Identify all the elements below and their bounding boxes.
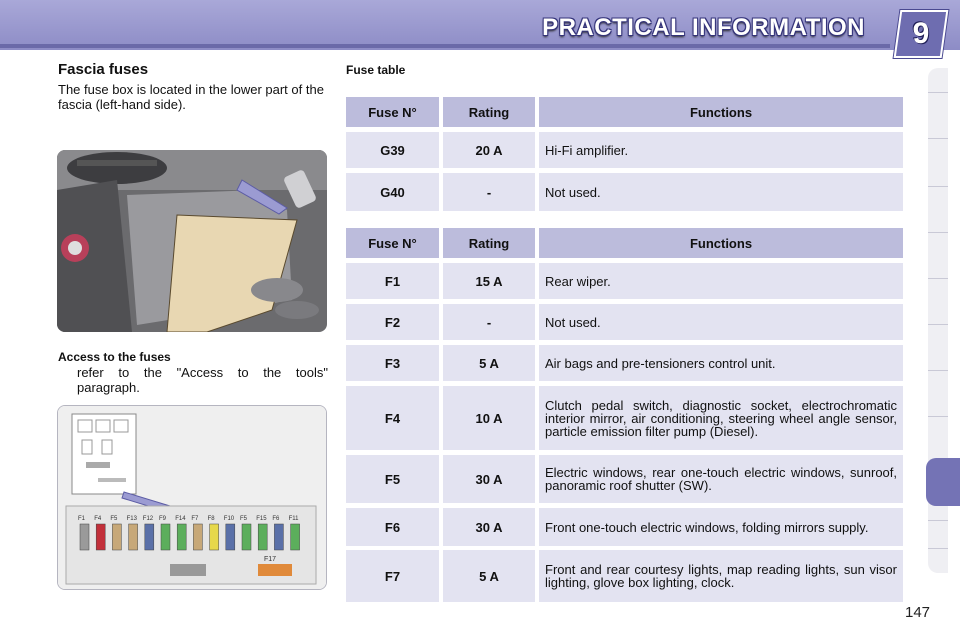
- fuse-label: F4: [94, 516, 102, 522]
- fuse-slot: [129, 524, 138, 550]
- table-header-cell: Rating: [443, 97, 535, 127]
- fuse-number-cell: F3: [346, 345, 439, 381]
- table-header-cell: Fuse N°: [346, 228, 439, 258]
- header-band: [0, 0, 960, 50]
- fuse-slot: [96, 524, 105, 550]
- fascia-photo: [57, 150, 327, 332]
- table-header-cell: Functions: [539, 97, 903, 127]
- tab-divider: [928, 186, 948, 187]
- fascia-photo-illustration: [57, 150, 327, 332]
- fuse-function-cell: Air bags and pre-tensioners control unit.: [539, 345, 903, 381]
- fuse-number-cell: G40: [346, 173, 439, 211]
- fuse-slot: [274, 524, 283, 550]
- table-header-cell: Functions: [539, 228, 903, 258]
- fuse-label: F10: [223, 516, 235, 522]
- fuse-label: F15: [256, 516, 267, 522]
- bullet-icon: [58, 365, 77, 395]
- tab-divider: [928, 138, 948, 139]
- fuse-function-cell: Rear wiper.: [539, 263, 903, 299]
- fuse-number-cell: G39: [346, 132, 439, 168]
- fuse-box-illustration: [58, 406, 326, 589]
- fuse-slot: [145, 524, 154, 550]
- fuse-number-cell: F7: [346, 550, 439, 602]
- fuse-function-cell: Front one-touch electric windows, folding mirrors supply.: [539, 508, 903, 546]
- fuse-number-cell: F1: [346, 263, 439, 299]
- fuse-function-cell: Not used.: [539, 173, 903, 211]
- fuse-slot: [258, 524, 267, 550]
- fuse-label: F8: [207, 516, 215, 522]
- fuse-label: F11: [288, 516, 299, 522]
- tab-divider: [928, 278, 948, 279]
- fuse-function-cell: Hi-Fi amplifier.: [539, 132, 903, 168]
- fuse-rating-cell: 15 A: [443, 263, 535, 299]
- fuse-rating-cell: 20 A: [443, 132, 535, 168]
- fuse-label: F1: [78, 516, 86, 522]
- fuse-slot: [80, 524, 89, 550]
- fuse-rating-cell: 30 A: [443, 508, 535, 546]
- access-instruction: [58, 365, 328, 395]
- tab-divider: [928, 548, 948, 549]
- chapter-number-badge: [894, 10, 949, 58]
- tab-divider: [928, 520, 948, 521]
- fuse-slot: [210, 524, 219, 550]
- fuse-rating-cell: 5 A: [443, 550, 535, 602]
- fuse-rating-cell: -: [443, 173, 535, 211]
- fuse-label: F9: [159, 516, 167, 522]
- fuse-number-cell: F5: [346, 455, 439, 503]
- fuse-label: F14: [175, 516, 186, 522]
- tab-divider: [928, 416, 948, 417]
- page-number: 147: [905, 604, 931, 621]
- fuse-slot: [193, 524, 202, 550]
- fuse-label: F12: [142, 516, 154, 522]
- fuse-label: F6: [272, 516, 280, 522]
- fuse-label: F13: [126, 516, 137, 522]
- fuse-label: F7: [191, 516, 199, 522]
- fuse-function-cell: Front and rear courtesy lights, map reading lights, sun visor lighting, glove box lighting, clock.: [539, 550, 903, 602]
- fuse-label: F5: [110, 516, 118, 522]
- fuse-function-cell: Electric windows, rear one-touch electric windows, sunroof, panoramic roof shutter (SW).: [539, 455, 903, 503]
- fuse-label-f17: F17: [264, 556, 277, 563]
- fuse-box-diagram: [57, 405, 327, 590]
- access-instruction-text: refer to the "Access to the tools" paragraph.: [77, 365, 328, 395]
- fuse-number-cell: F6: [346, 508, 439, 546]
- fuse-slot: [161, 524, 170, 550]
- fuse-label: F5: [240, 516, 248, 522]
- tab-divider: [928, 92, 948, 93]
- chapter-tab-active[interactable]: [926, 458, 960, 506]
- tab-divider: [928, 370, 948, 371]
- fuse-rating-cell: 10 A: [443, 386, 535, 450]
- fuse-slot: [226, 524, 235, 550]
- chapter-title: PRACTICAL INFORMATION: [542, 14, 865, 41]
- fuse-function-cell: Clutch pedal switch, diagnostic socket, electrochromatic interior mirror, air conditioning, steering wheel angle sensor, particle emission filter pump (Diesel).: [539, 386, 903, 450]
- fuse-function-cell: Not used.: [539, 304, 903, 340]
- tab-divider: [928, 324, 948, 325]
- table-header-cell: Rating: [443, 228, 535, 258]
- chapter-number: 9: [912, 17, 930, 50]
- fuse-rating-cell: -: [443, 304, 535, 340]
- fuse-rating-cell: 30 A: [443, 455, 535, 503]
- section-title: Fascia fuses: [58, 61, 149, 78]
- fuse-slot: [291, 524, 300, 550]
- fuse-slot: [177, 524, 186, 550]
- fuse-table-title: Fuse table: [346, 63, 406, 77]
- fuse-number-cell: F4: [346, 386, 439, 450]
- fuse-slot: [242, 524, 251, 550]
- fuse-slot: [112, 524, 121, 550]
- access-title: Access to the fuses: [58, 350, 171, 364]
- fuse-number-cell: F2: [346, 304, 439, 340]
- intro-text: The fuse box is located in the lower part of the fascia (left-hand side).: [58, 82, 324, 112]
- fuse-rating-cell: 5 A: [443, 345, 535, 381]
- table-header-cell: Fuse N°: [346, 97, 439, 127]
- tab-divider: [928, 232, 948, 233]
